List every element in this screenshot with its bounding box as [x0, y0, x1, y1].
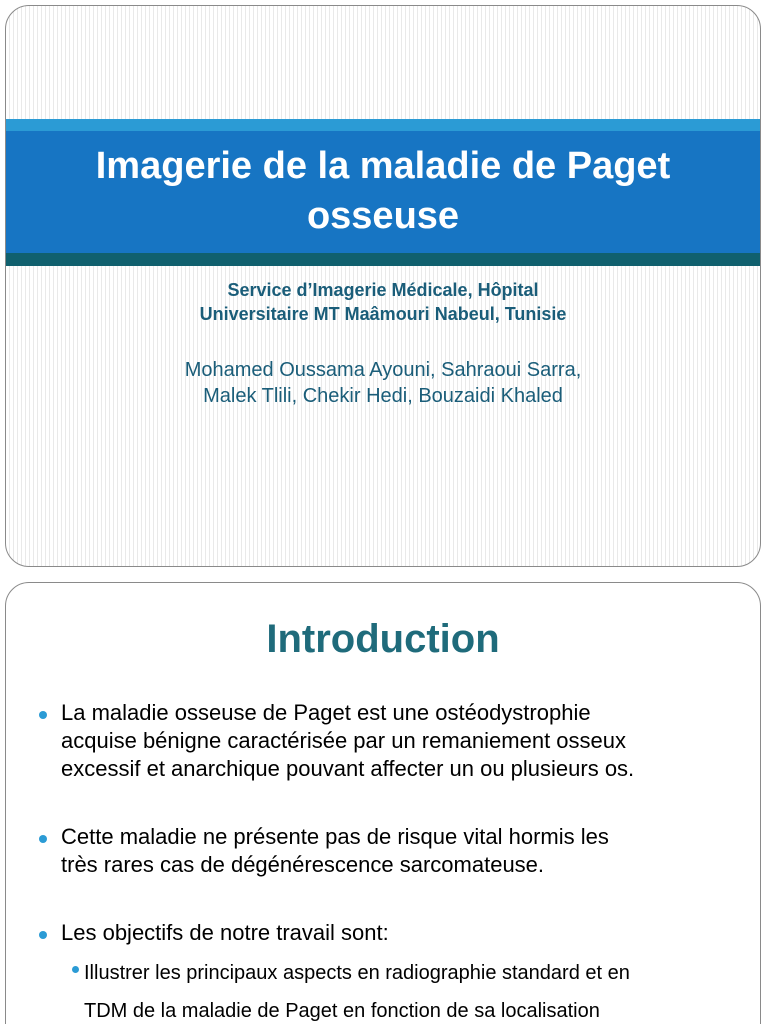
authors-line-2: Malek Tlili, Chekir Hedi, Bouzaidi Khaled — [203, 385, 563, 407]
bullet-dot-icon — [39, 931, 47, 939]
section-title: Introduction — [266, 617, 500, 661]
sub-bullet-line: Illustrer les principaux aspects en radiographie standard et en — [84, 962, 630, 984]
sub-bullet-text — [84, 954, 630, 1024]
bullet-text — [61, 919, 389, 947]
bullet-text — [61, 699, 634, 783]
bullet-line: Les objectifs de notre travail sont: — [61, 920, 389, 945]
bullet-dot-icon — [39, 835, 47, 843]
sub-bullet-line: TDM de la maladie de Paget en fonction de sa localisation — [84, 1000, 600, 1022]
affiliation-line-2: Universitaire MT Maâmouri Nabeul, Tunisie — [199, 304, 567, 324]
presentation-title-line-2: osseuse — [306, 195, 460, 237]
presentation-title-line-1: Imagerie de la maladie de Paget — [95, 145, 671, 187]
title-band-bottom-edge — [6, 253, 760, 266]
presentation-title — [6, 141, 760, 241]
introduction-slide — [5, 582, 761, 1024]
affiliation-line-1: Service d’Imagerie Médicale, Hôpital — [227, 280, 539, 300]
bullet-line: très rares cas de dégénérescence sarcomateuse. — [61, 852, 545, 877]
authors — [6, 357, 760, 409]
sub-bullet-dot-icon — [72, 966, 79, 973]
title-slide — [5, 5, 761, 567]
title-band-top-edge — [6, 119, 760, 131]
bullet-line: excessif et anarchique pouvant affecter un ou plusieurs os. — [61, 756, 635, 781]
bullet-line: La maladie osseuse de Paget est une ostéodystrophie — [61, 700, 591, 725]
bullet-line: acquise bénigne caractérisée par un remaniement osseux — [61, 728, 626, 753]
bullet-dot-icon — [39, 711, 47, 719]
bullet-line: Cette maladie ne présente pas de risque vital hormis les — [61, 824, 609, 849]
title-band — [6, 119, 760, 266]
authors-line-1: Mohamed Oussama Ayouni, Sahraoui Sarra, — [184, 359, 582, 381]
affiliation — [6, 278, 760, 326]
bullet-text — [61, 823, 609, 879]
